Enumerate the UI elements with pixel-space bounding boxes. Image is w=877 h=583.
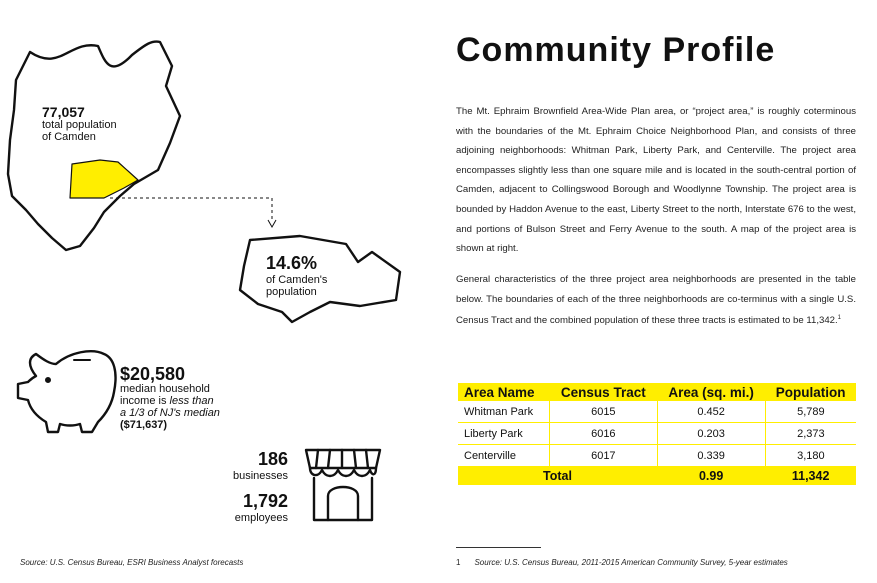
table-row [458, 445, 856, 467]
community-profile-table [458, 383, 856, 485]
table-header-census-tract: Census Tract [550, 383, 657, 401]
project-share-label-1: of Camden's [266, 274, 328, 286]
piggy-bank-icon [18, 351, 116, 432]
footnote-ref[interactable]: 1 [837, 315, 842, 322]
businesses-stat [220, 450, 288, 482]
table-row [458, 401, 856, 423]
page-title: Community Profile [456, 31, 776, 69]
neighborhood-paragraph [456, 270, 856, 331]
footnote-divider [456, 547, 541, 548]
table-cell-area-name: Centerville [458, 445, 550, 467]
businesses-value: 186 [257, 449, 288, 469]
table-cell-census-tract: 6017 [550, 445, 657, 467]
income-label-3 [120, 407, 220, 419]
camden-population-label-2: of Camden [42, 131, 96, 143]
table-total-label: Total [458, 467, 657, 486]
income-label-2-em: less than [169, 395, 214, 407]
project-share-stat [266, 254, 327, 298]
income-stat [120, 365, 220, 431]
footnote-text: Source: U.S. Census Bureau, 2011-2015 American Community Survey, 5-year estimates [474, 558, 788, 567]
camden-population-label-1: total population [42, 119, 117, 131]
income-label-1: median household [120, 383, 210, 395]
table-total-row [458, 467, 856, 486]
footnote [456, 558, 788, 567]
storefront-icon [306, 450, 380, 520]
table-cell-population: 5,789 [765, 401, 856, 423]
camden-map-icon [8, 42, 180, 250]
intro-paragraph: The Mt. Ephraim Brownfield Area-Wide Plan area, or “project area,” is roughly coterminous with the boundaries of the Mt. Ephraim Choice Neighborhood Plan, and consists of three adjoining neighborhoods: Whitman Park, Liberty Park, and Centerville. The project area encompasses slightly less than one square mile and is located in the south-central portion of Camden, adjacent to Collingswood Borough and Woodlynne Township. The project area is bounded by Haddon Avenue to the east, Liberty Street to the north, Interstate 676 to the west, and portions of Bulson Street and Ferry Avenue to the south. A map of the project area is shown at right. [456, 106, 856, 255]
table-total-population: 11,342 [765, 467, 856, 486]
project-area-map-icon [70, 160, 138, 198]
table-cell-area-name: Whitman Park [458, 401, 550, 423]
table-cell-census-tract: 6015 [550, 401, 657, 423]
employees-value: 1,792 [242, 491, 288, 511]
businesses-label: businesses [232, 470, 288, 482]
employees-stat [220, 492, 288, 524]
camden-population-stat [42, 105, 117, 143]
table-cell-area: 0.203 [657, 423, 765, 445]
table-row [458, 423, 856, 445]
table-header-area: Area (sq. mi.) [657, 383, 765, 401]
table-cell-population: 2,373 [765, 423, 856, 445]
project-share-label-2: population [266, 286, 317, 298]
footnote-number: 1 [456, 558, 461, 567]
income-label-3-em: a 1/3 of NJ's median [120, 407, 220, 419]
income-label-2-text: income is [120, 395, 167, 407]
table-header-row [458, 383, 856, 401]
table-cell-area-name: Liberty Park [458, 423, 550, 445]
table-cell-population: 3,180 [765, 445, 856, 467]
income-label-2 [120, 395, 220, 407]
table-header-population: Population [765, 383, 856, 401]
project-share-value: 14.6% [266, 253, 318, 273]
employees-label: employees [234, 512, 288, 524]
income-value: $20,580 [120, 364, 186, 384]
left-source: Source: U.S. Census Bureau, ESRI Business Analyst forecasts [20, 558, 244, 567]
table-cell-area: 0.452 [657, 401, 765, 423]
neighborhood-paragraph-text: General characteristics of the three project area neighborhoods are presented in the table below. The boundaries of each of the three neighborhoods are co-terminus with a single U.S. Census Tract and the combined population of these three tracts is estimated to be 11,342. [456, 274, 856, 327]
camden-population-value: 77,057 [42, 104, 85, 120]
table-total-area: 0.99 [657, 467, 765, 486]
table-cell-area: 0.339 [657, 445, 765, 467]
table-cell-census-tract: 6016 [550, 423, 657, 445]
income-label-4: ($71,637) [120, 419, 168, 431]
table-header-area-name: Area Name [458, 383, 550, 401]
